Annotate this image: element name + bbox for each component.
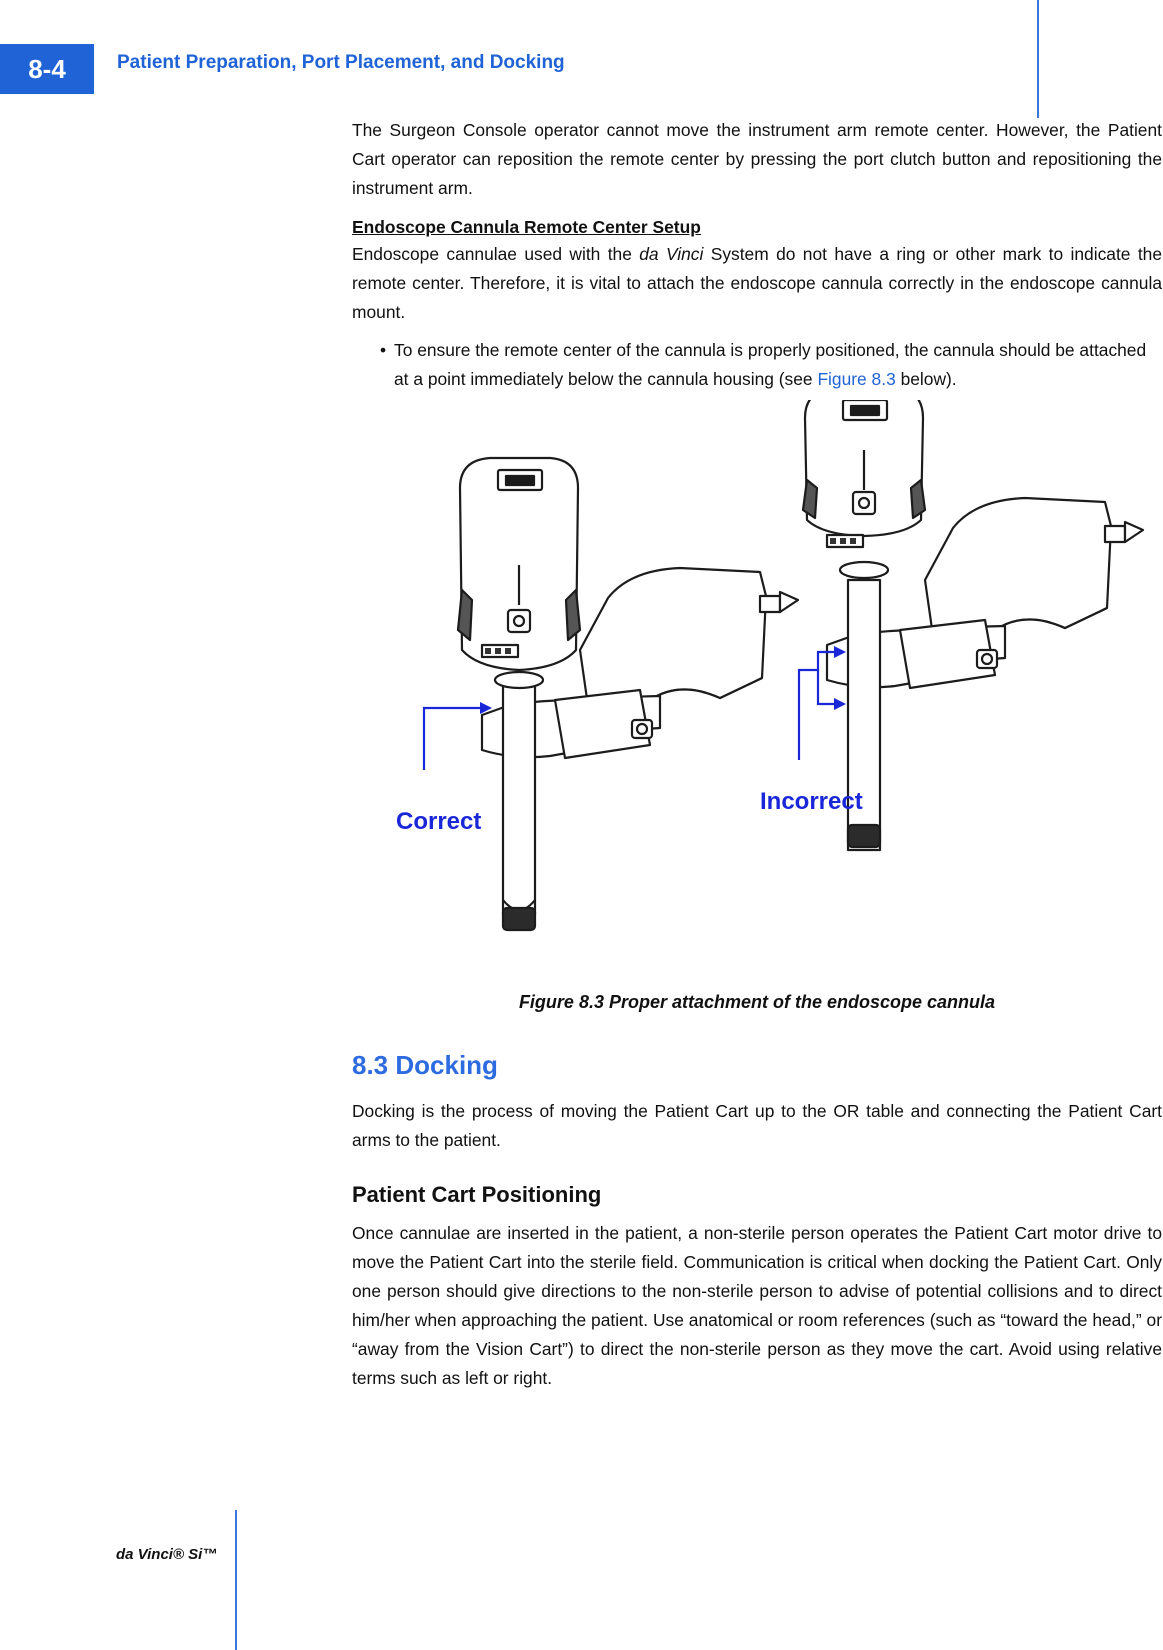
docking-paragraph [352,1097,1162,1155]
section-para-italic: da Vinci [639,244,704,264]
patient-cart-text: Once cannulae are inserted in the patient, a non-sterile person operates the Patient Cart motor drive to move the Patient Cart into the sterile field. Communication is critical when docking the Patient Cart. Only one person should give directions to the non-sterile person to advise of potential collisions and to direct him/her when approaching the patient. Use anatomical or room references (such as “toward the head,” or “away from the Vision Cart”) to direct the non-sterile person as they move the cart. Avoid using relative terms such as left or right. [352,1223,1162,1388]
docking-text: Docking is the process of moving the Patient Cart up to the OR table and connecting the Patient Cart arms to the patient. [352,1101,1162,1150]
incorrect-arrowhead-lower [834,698,846,710]
figure-8-3 [380,400,1160,990]
footer-product: da Vinci® Si™ [116,1546,218,1563]
figure-link[interactable]: Figure 8.3 [817,369,896,389]
cannula-illustration [380,400,1160,990]
intro-text: The Surgeon Console operator cannot move the instrument arm remote center. However, the Patient Cart operator can reposition the remote center by pressing the port clutch button and repositioning the instrument arm. [352,120,1162,198]
section-remote-center [352,216,1162,327]
section-heading: Endoscope Cannula Remote Center Setup [352,217,701,237]
header-rule [1037,0,1039,118]
bullet-text-part2: below). [895,369,957,389]
patient-cart-positioning-heading: Patient Cart Positioning [352,1182,602,1207]
section-8-3-heading: 8.3 Docking [352,1050,498,1080]
bullet-text-part1: To ensure the remote center of the cannula is properly positioned, the cannula should be attached at a point immediately below the cannula housing (see [394,340,1147,389]
bullet-dot: • [380,340,387,360]
label-incorrect: Incorrect [760,788,863,815]
bullet-item [380,336,1162,394]
running-header-title: Patient Preparation, Port Placement, and Docking [117,52,565,73]
footer-rule [235,1510,237,1650]
label-correct: Correct [396,808,482,835]
correct-assembly [458,458,798,930]
section-para-part2: System do not have a ring or other mark to indicate the remote center. Therefore, it is vital to attach the endoscope cannula correctly in the endoscope cannula mount. [352,244,1162,322]
correct-callout-line [424,708,482,770]
section-para-part1: Endoscope cannulae used with the [352,244,640,264]
bullet-text [394,336,1162,394]
intro-paragraph [352,116,1162,203]
section-paragraph [352,240,1162,327]
figure-caption: Figure 8.3 Proper attachment of the endoscope cannula [518,992,996,1012]
chapter-number: 8-4 [28,53,66,84]
patient-cart-paragraph [352,1219,1162,1393]
chapter-tab [0,44,94,94]
incorrect-assembly [803,400,1143,850]
